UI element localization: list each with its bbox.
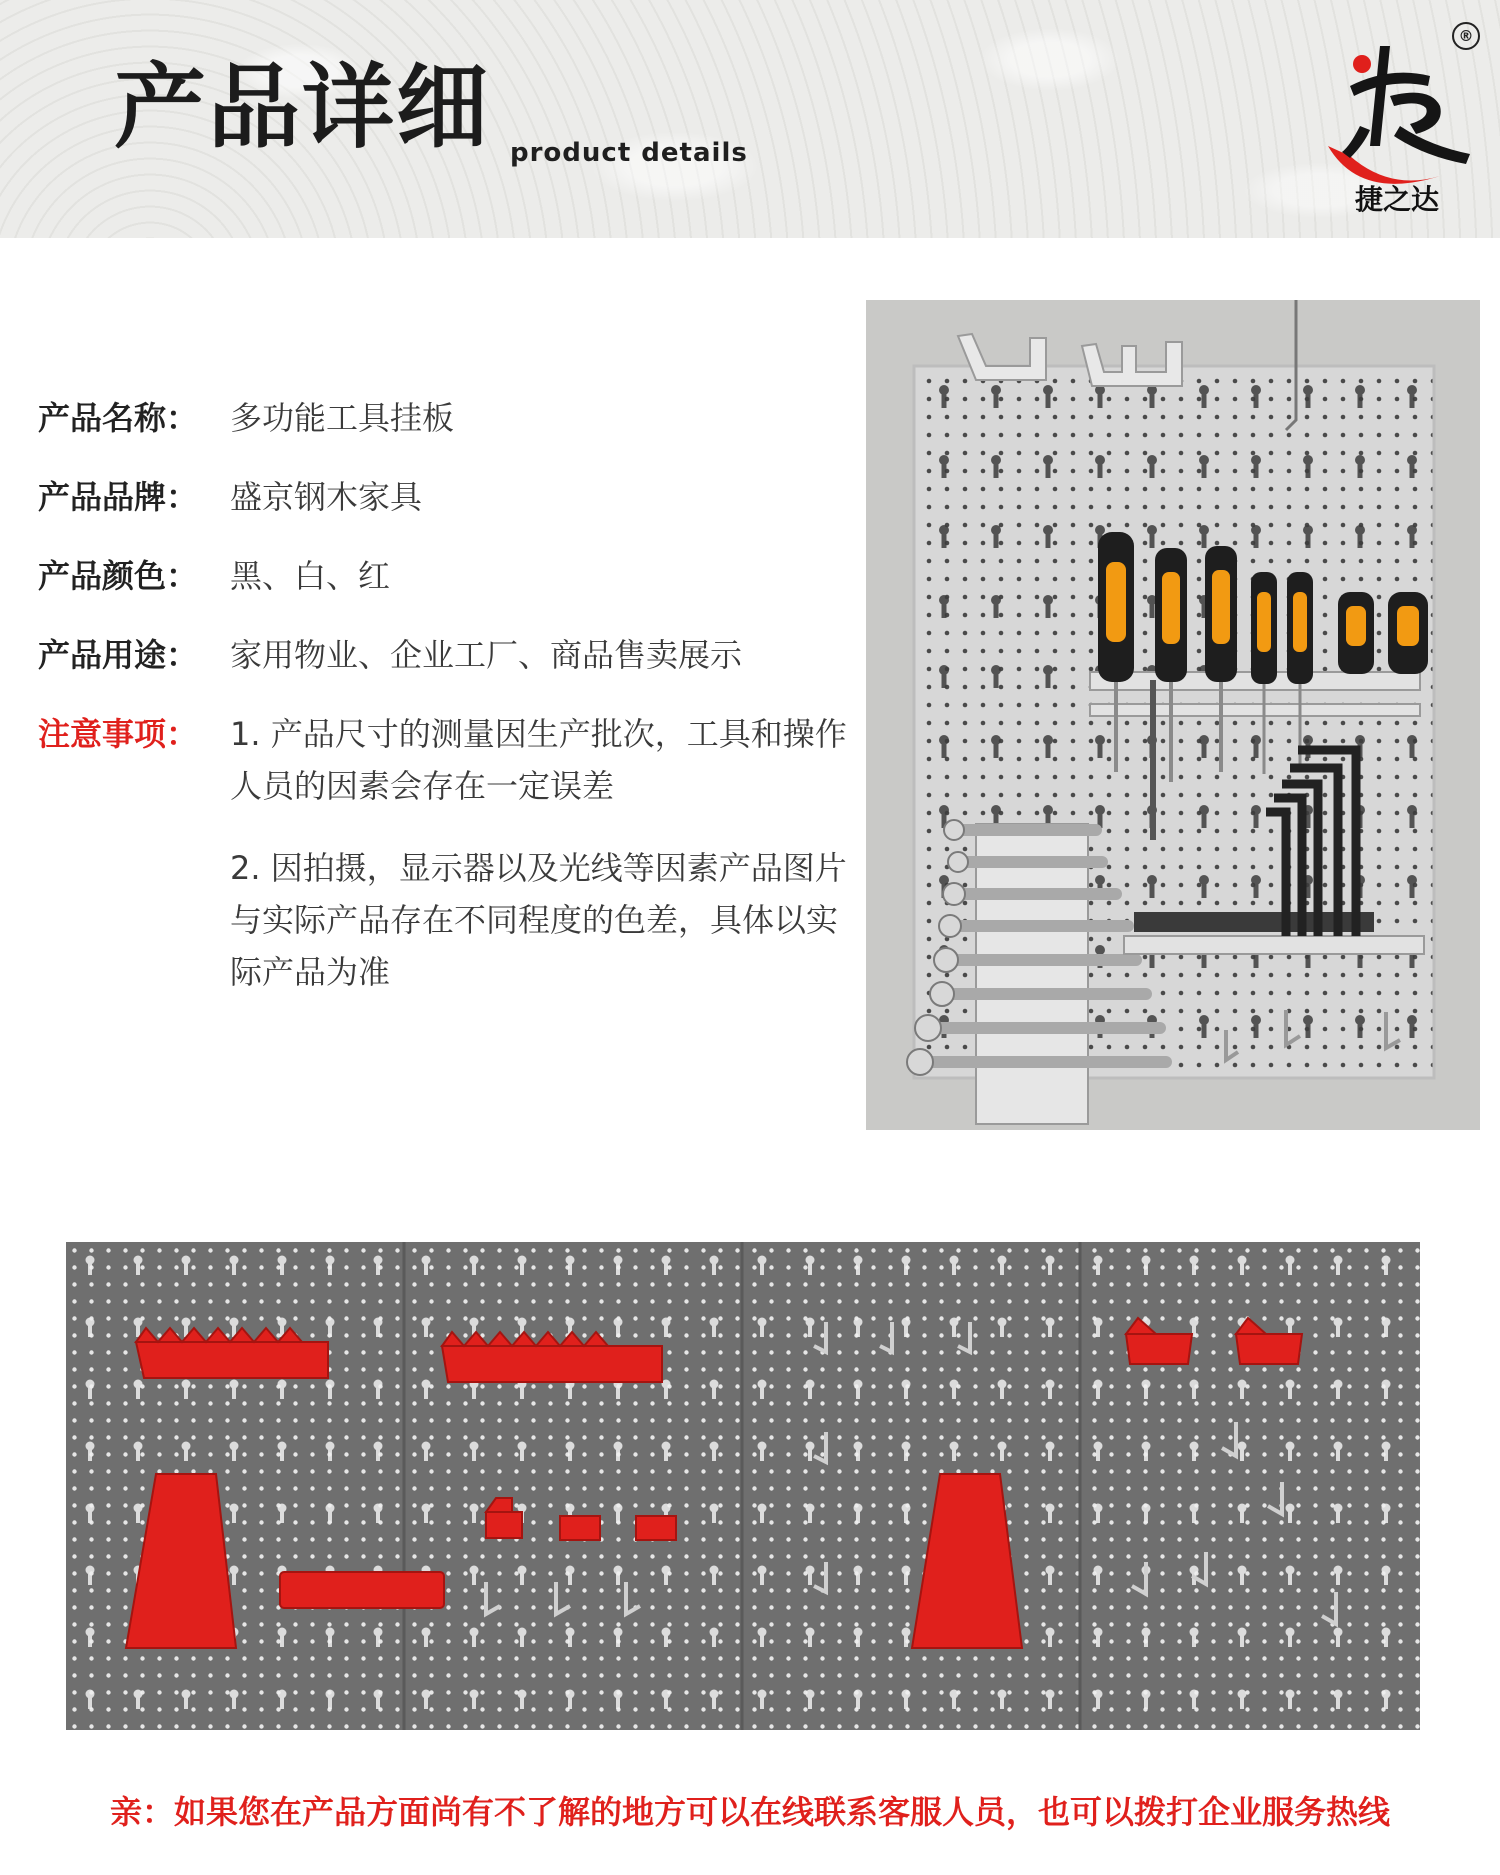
spec-value: 盛京钢木家具	[230, 478, 423, 516]
notice-items	[230, 708, 850, 998]
spec-label: 产品名称：	[38, 399, 199, 437]
spec-label: 产品颜色：	[38, 557, 199, 595]
spec-label: 产品品牌：	[38, 478, 199, 516]
product-photo-white-pegboard	[866, 300, 1480, 1130]
page-subtitle: product details	[510, 138, 748, 168]
spec-label: 产品用途：	[38, 636, 199, 674]
notice-item: 1. 产品尺寸的测量因生产批次，工具和操作人员的因素会存在一定误差	[230, 715, 847, 805]
page-title: 产品详细	[114, 54, 491, 161]
registered-mark: ®	[1452, 22, 1480, 50]
spec-value: 黑、白、红	[230, 557, 391, 595]
spec-value: 家用物业、企业工厂、商品售卖展示	[230, 636, 743, 674]
header-banner	[0, 0, 1500, 238]
notice-item: 2. 因拍摄，显示器以及光线等因素产品图片与实际产品存在不同程度的色差，具体以实际产品为准	[230, 849, 847, 991]
footer-contact-note: 亲：如果您在产品方面尚有不了解的地方可以在线联系客服人员，也可以拨打企业服务热线	[109, 1793, 1390, 1831]
notice-label: 注意事项：	[38, 715, 199, 753]
product-photo-dark-pegboard	[66, 1242, 1420, 1730]
brand-name: 捷之达	[1354, 183, 1439, 216]
spec-value: 多功能工具挂板	[230, 399, 455, 437]
